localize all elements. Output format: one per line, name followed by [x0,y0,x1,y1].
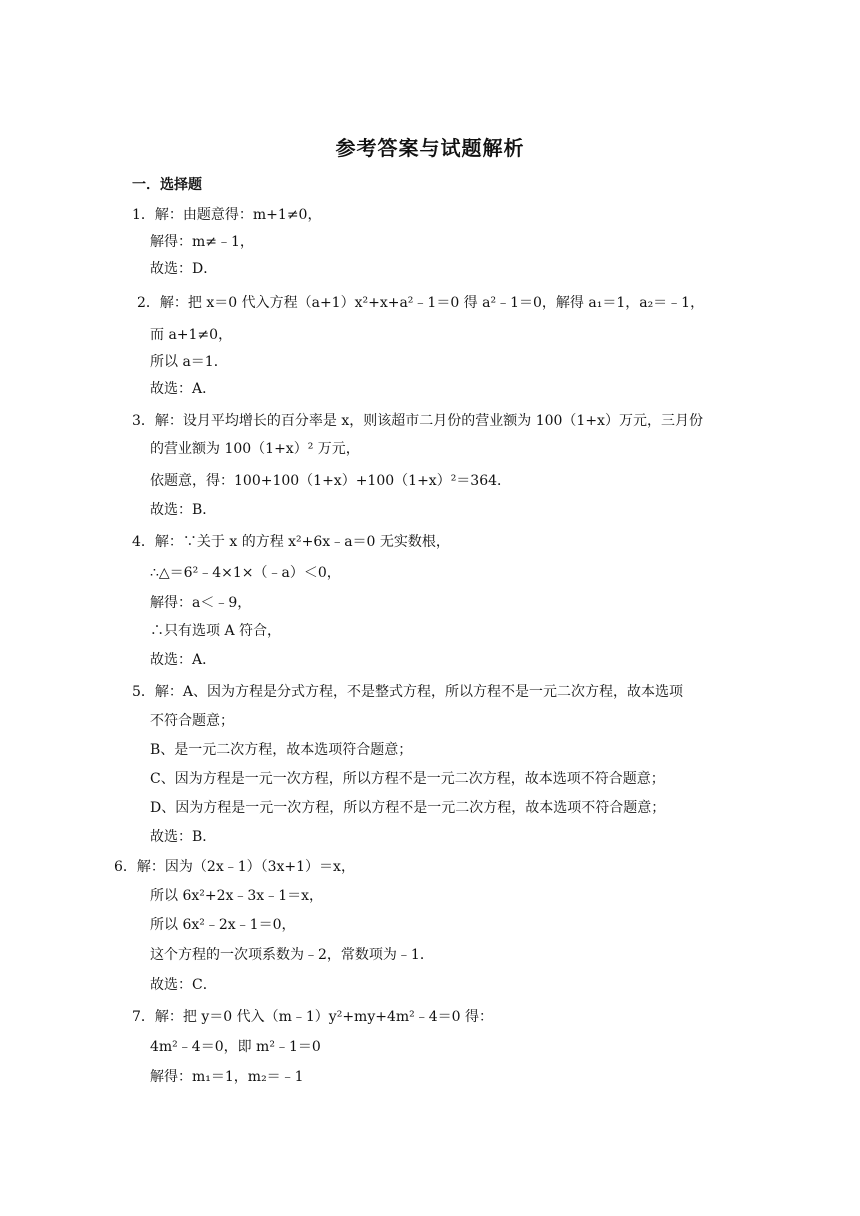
answer-line: ∴△＝6²﹣4×1×（﹣a）＜0， [150,565,341,581]
answer-line: C、因为方程是一元一次方程，所以方程不是一元二次方程，故本选项不符合题意； [150,771,665,787]
answer-line: D、因为方程是一元一次方程，所以方程不是一元二次方程，故本选项不符合题意； [150,800,666,816]
answer-line: 解得：a＜﹣9， [150,595,252,611]
answer-line: 所以 6x²﹣2x﹣1＝0， [150,917,296,933]
answer-line: 故选：A． [150,381,217,397]
answer-line: 故选：B． [150,829,217,845]
answer-line: 5．解：A、因为方程是分式方程，不是整式方程，所以方程不是一元二次方程，故本选项 [132,684,684,700]
answer-line: ∴只有选项 A 符合， [150,623,282,639]
answer-line: 故选：D． [150,261,218,277]
answer-line: 1．解：由题意得：m+1≠0， [132,207,322,223]
answer-line: 的营业额为 100（1+x）² 万元， [150,441,360,457]
answer-line: B、是一元二次方程，故本选项符合题意； [150,742,413,758]
answer-line: 所以 6x²+2x﹣3x﹣1＝x， [150,888,324,904]
answer-line: 故选：A． [150,652,217,668]
answer-line: 4m²﹣4＝0，即 m²﹣1＝0 [150,1039,321,1055]
page-title: 参考答案与试题解析 [335,136,525,160]
answer-line: 而 a+1≠0， [150,327,233,343]
answer-line: 不符合题意； [150,713,234,729]
section-heading: 一．选择题 [132,177,202,193]
answer-line: 2．解：把 x＝0 代入方程（a+1）x²+x+a²﹣1＝0 得 a²﹣1＝0，解得 a₁＝1，a₂＝﹣1， [137,295,705,311]
answer-line: 3．解：设月平均增长的百分率是 x，则该超市二月份的营业额为 100（1+x）万元，三月份 [132,413,703,429]
answer-line: 6．解：因为（2x﹣1）（3x+1）＝x， [114,859,355,875]
answer-line: 这个方程的一次项系数为﹣2，常数项为﹣1． [150,947,434,963]
answer-line: 解得：m₁＝1，m₂＝﹣1 [150,1069,304,1085]
answer-line: 所以 a＝1． [150,354,228,370]
answer-line: 7．解：把 y＝0 代入（m﹣1）y²+my+4m²﹣4＝0 得： [132,1009,494,1025]
answer-line: 解得：m≠﹣1， [150,234,254,250]
answer-line: 依题意，得：100+100（1+x）+100（1+x）²＝364． [150,473,512,489]
answer-line: 故选：C． [150,977,217,993]
answer-line: 故选：B． [150,502,217,518]
answer-line: 4．解：∵关于 x 的方程 x²+6x﹣a＝0 无实数根， [132,534,450,550]
